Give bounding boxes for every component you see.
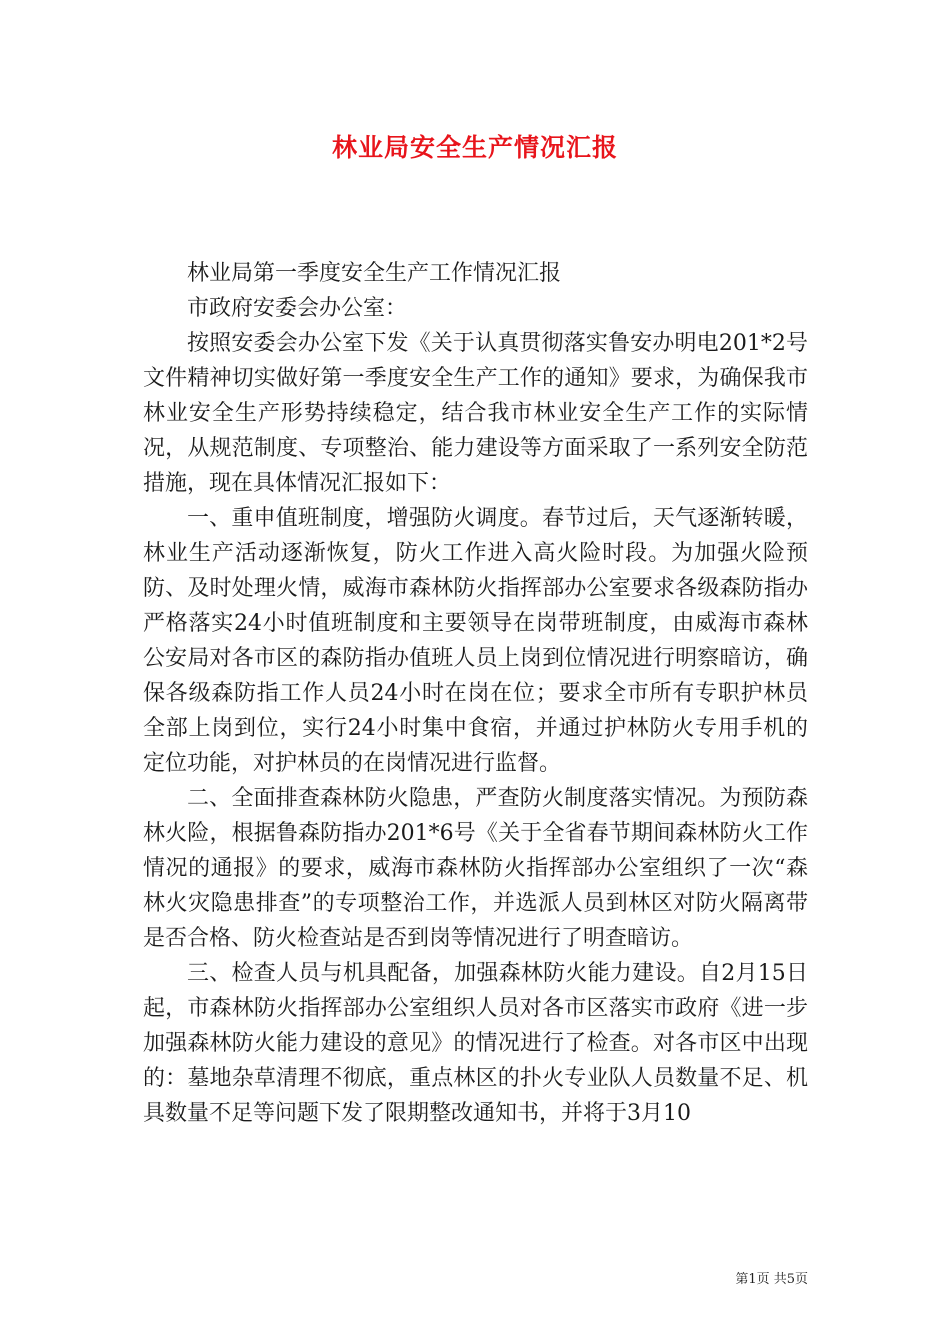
document-title: 林业局安全生产情况汇报 [331, 133, 618, 162]
paragraph-section-3: 三、检查人员与机具配备，加强森林防火能力建设。自2月15日起，市森林防火指挥部办公室组织人员对各市区落实市政府《进一步加强森林防火能力建设的意见》的情况进行了检查。对各市区中出现的：墓地杂草清理不彻底，重点林区的扑火专业队人员数量不足、机具数量不足等问题下发了限期整改通知书，并将于3月10 [143, 961, 808, 1126]
paragraph-section-2: 二、全面排查森林防火隐患，严查防火制度落实情况。为预防森林火险，根据鲁森防指办201*6号《关于全省春节期间森林防火工作情况的通报》的要求，威海市森林防火指挥部办公室组织了一次“森林火灾隐患排查”的专项整治工作，并选派人员到林区对防火隔离带是否合格、防火检查站是否到岗等情况进行了明查暗访。 [143, 786, 808, 951]
paragraph-recipient: 市政府安委会办公室： [187, 296, 408, 321]
page-number: 第1页 共5页 [735, 1272, 808, 1287]
document-body [143, 256, 808, 1131]
paragraph-intro: 按照安委会办公室下发《关于认真贯彻落实鲁安办明电201*2号文件精神切实做好第一季度安全生产工作的通知》要求，为确保我市林业安全生产形势持续稳定，结合我市林业安全生产工作的实际情况，从规范制度、专项整治、能力建设等方面采取了一系列安全防范措施，现在具体情况汇报如下： [143, 331, 808, 496]
paragraph-subtitle: 林业局第一季度安全生产工作情况汇报 [187, 261, 562, 286]
paragraph-section-1: 一、重申值班制度，增强防火调度。春节过后，天气逐渐转暖，林业生产活动逐渐恢复，防火工作进入高火险时段。为加强火险预防、及时处理火情，威海市森林防火指挥部办公室要求各级森防指办严格落实24小时值班制度和主要领导在岗带班制度，由威海市森林公安局对各市区的森防指办值班人员上岗到位情况进行明察暗访，确保各级森防指工作人员24小时在岗在位；要求全市所有专职护林员全部上岗到位，实行24小时集中食宿，并通过护林防火专用手机的定位功能，对护林员的在岗情况进行监督。 [143, 506, 808, 776]
